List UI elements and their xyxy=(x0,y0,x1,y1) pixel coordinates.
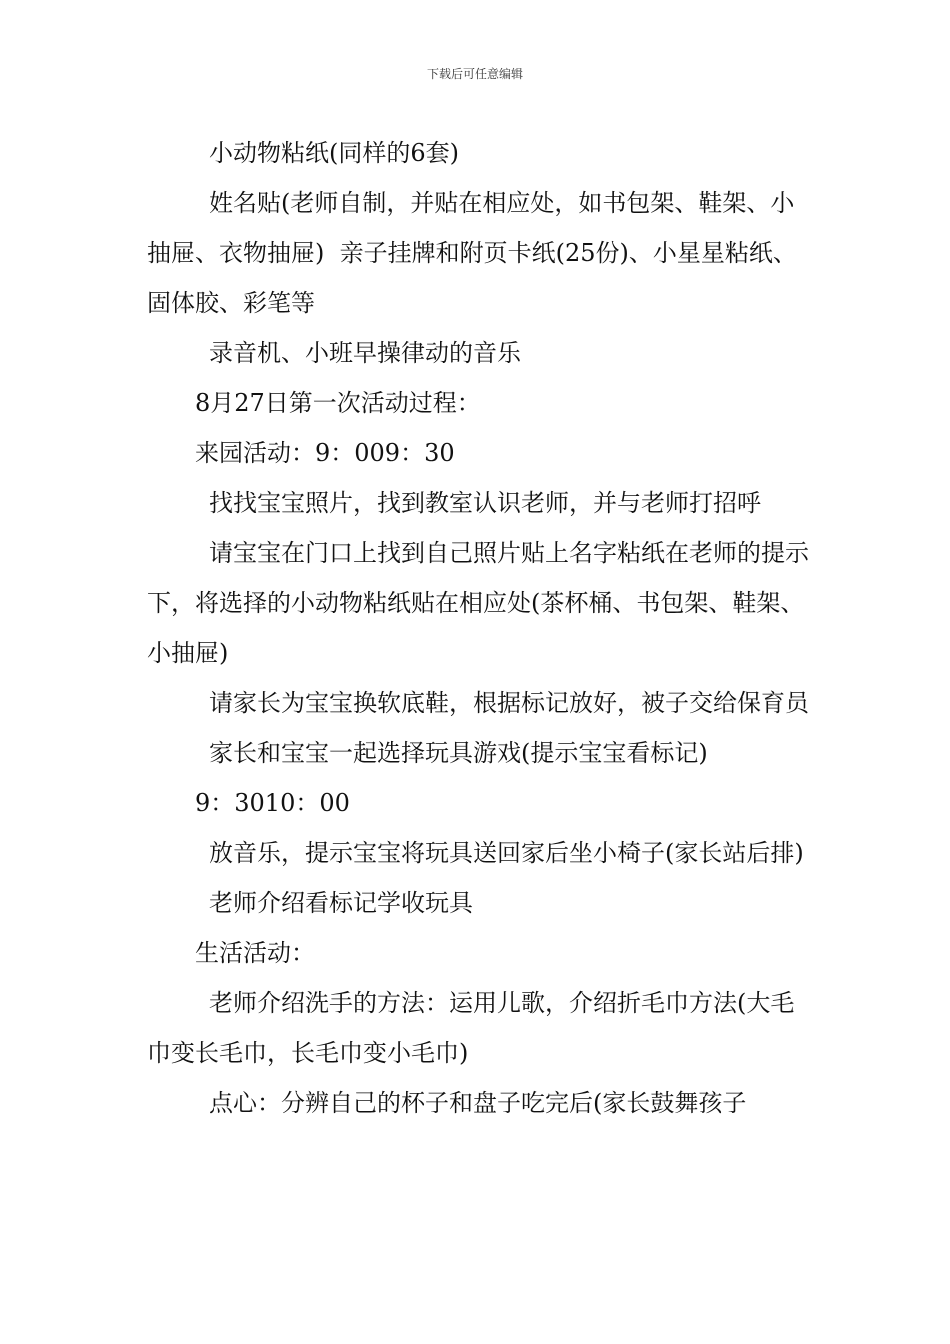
paragraph: 放音乐，提示宝宝将玩具送回家后坐小椅子(家长站后排) xyxy=(209,839,804,867)
paragraph: 小动物粘纸(同样的6套) xyxy=(209,139,459,167)
paragraph: 生活活动： xyxy=(195,939,315,967)
paragraph: 找找宝宝照片，找到教室认识老师，并与老师打招呼 xyxy=(209,489,761,517)
paragraph: 请家长为宝宝换软底鞋，根据标记放好，被子交给保育员 xyxy=(209,689,809,717)
document-body xyxy=(147,128,817,1128)
paragraph: 8月27日第一次活动过程： xyxy=(195,389,481,417)
paragraph: 来园活动：9：009：30 xyxy=(195,439,455,467)
paragraph: 老师介绍看标记学收玩具 xyxy=(209,889,473,917)
paragraph: 姓名贴(老师自制，并贴在相应处，如书包架、鞋架、小抽屉、衣物抽屉) 亲子挂牌和附页卡纸(25份)、小星星粘纸、固体胶、彩笔等 xyxy=(147,189,797,317)
paragraph: 老师介绍洗手的方法：运用儿歌，介绍折毛巾方法(大毛巾变长毛巾，长毛巾变小毛巾) xyxy=(147,989,795,1067)
paragraph: 家长和宝宝一起选择玩具游戏(提示宝宝看标记) xyxy=(209,739,708,767)
page-header-note: 下载后可任意编辑 xyxy=(426,67,523,81)
paragraph: 录音机、小班早操律动的音乐 xyxy=(209,339,521,367)
paragraph: 请宝宝在门口上找到自己照片贴上名字粘纸在老师的提示下，将选择的小动物粘纸贴在相应处(茶杯桶、书包架、鞋架、小抽屉) xyxy=(147,539,809,667)
paragraph: 9：3010：00 xyxy=(195,789,350,817)
paragraph: 点心：分辨自己的杯子和盘子吃完后(家长鼓舞孩子 xyxy=(209,1089,747,1117)
